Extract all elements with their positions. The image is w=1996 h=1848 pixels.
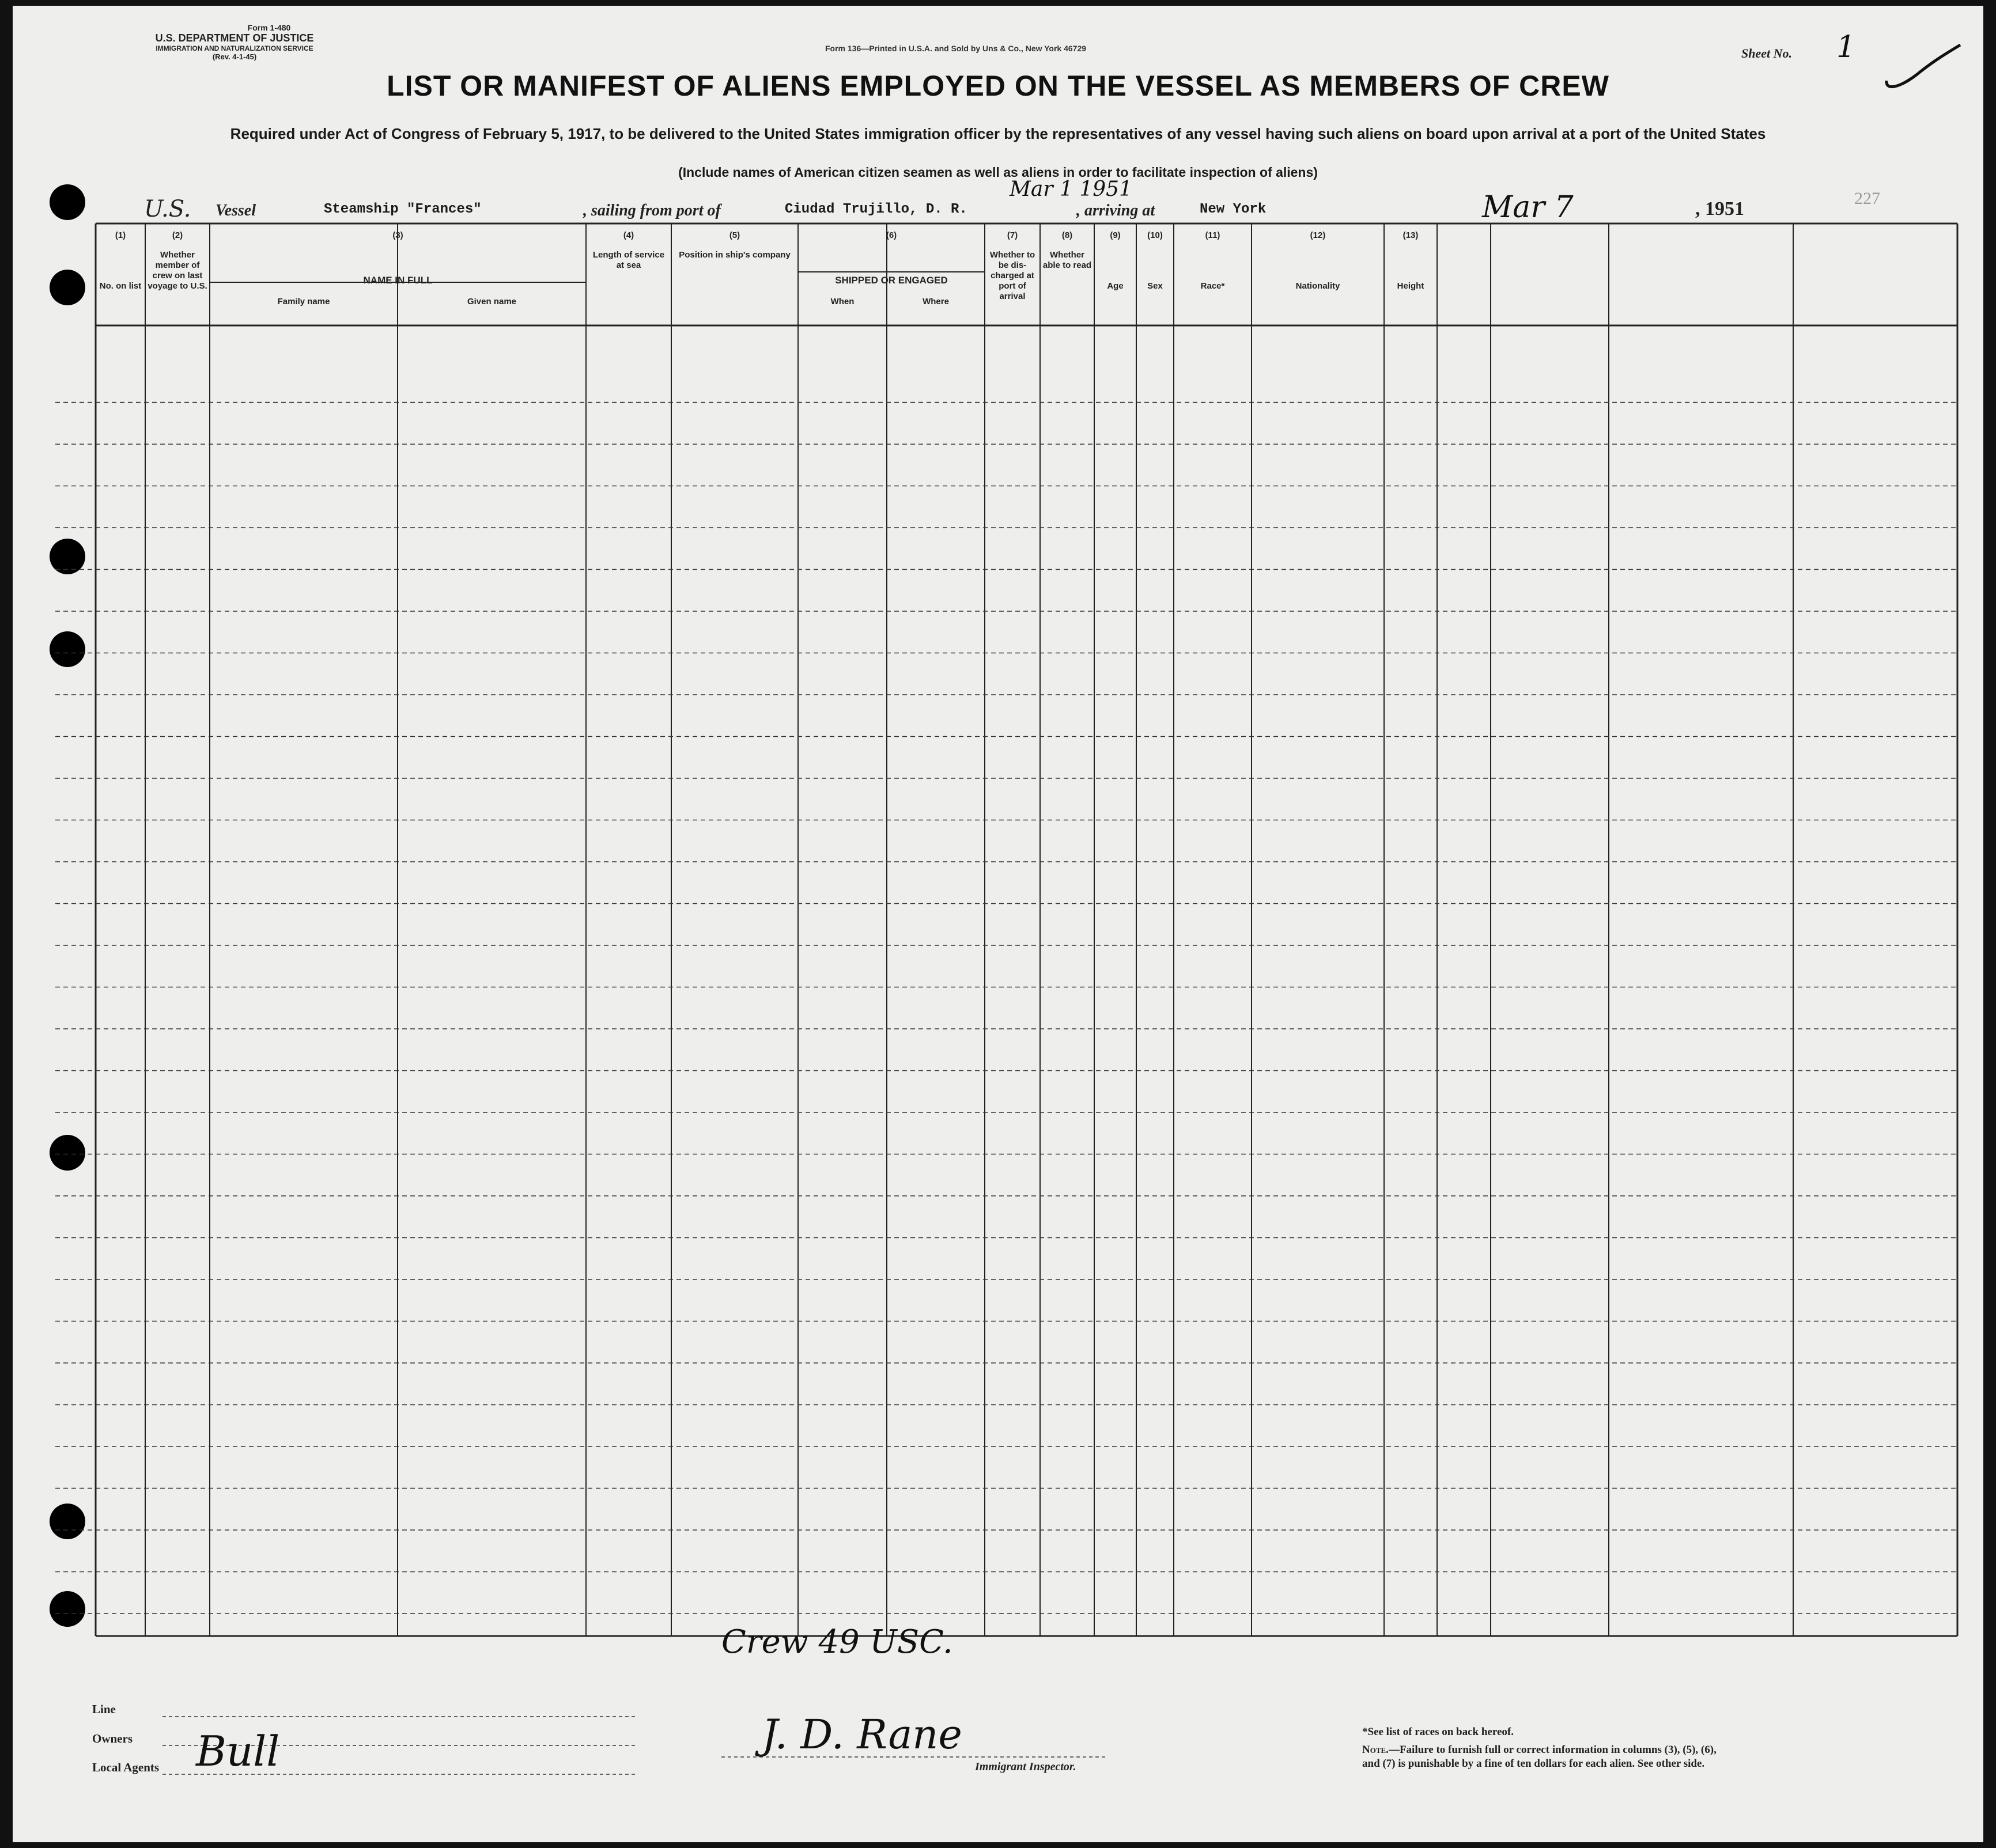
column-number: (9)	[1110, 230, 1121, 240]
printer-note: Form 136—Printed in U.S.A. and Sold by Uns & Co., New York 46729	[825, 44, 1087, 53]
department: U.S. DEPARTMENT OF JUSTICE	[155, 32, 314, 44]
column-header: No. on list	[99, 281, 142, 291]
arrival-date: Mar 7	[1482, 190, 1574, 225]
penalty-note: —Failure to furnish full or correct information in columns (3), (5), (6), and (7) is punishable by a fine of ten dollars for each alien. See other side.	[1362, 1744, 1717, 1770]
column-header: Position in ship's company	[679, 250, 791, 260]
column-subheader: Where	[923, 297, 949, 306]
sailing-label: , sailing from port of	[583, 202, 721, 219]
departure-date-handwritten: Mar 1 1951	[1010, 177, 1132, 201]
crew-note: Crew 49 USC.	[721, 1623, 953, 1661]
arriving-label: , arriving at	[1076, 202, 1155, 219]
column-number: (11)	[1205, 230, 1220, 240]
column-subheader: Given name	[467, 297, 517, 306]
column-header: Height	[1397, 281, 1424, 291]
stamp-number: 227	[1854, 189, 1880, 208]
vessel-prefix: U.S.	[144, 196, 191, 222]
arrival-year: , 1951	[1695, 198, 1744, 219]
column-header: Whether member of crew on last voyage to U.S.	[148, 250, 207, 291]
subtitle: Required under Act of Congress of February 5, 1917, to be delivered to the United States immigration officer by the representatives of any vessel having such aliens on board upon arrival at a port of the United States	[230, 125, 1766, 142]
column-header: Nationality	[1295, 281, 1340, 291]
agent-signature: Bull	[196, 1727, 280, 1775]
column-header: Race*	[1200, 281, 1225, 291]
column-subheader: When	[830, 297, 855, 306]
sheet-label: Sheet No.	[1741, 46, 1792, 60]
vessel-label: Vessel	[216, 202, 256, 219]
column-header: Whether able to read	[1042, 250, 1092, 270]
column-subheader: Family name	[277, 297, 330, 306]
column-number: (13)	[1403, 230, 1419, 240]
page-title: LIST OR MANIFEST OF ALIENS EMPLOYED ON THE VESSEL AS MEMBERS OF CREW	[387, 70, 1609, 102]
column-number: (3)	[392, 230, 403, 240]
vessel-name: Steamship "Frances"	[324, 202, 482, 217]
departure-port: Ciudad Trujillo, D. R.	[785, 202, 967, 217]
column-number: (12)	[1310, 230, 1326, 240]
penalty-note-prefix: Note.	[1362, 1744, 1389, 1756]
column-header: Sex	[1147, 281, 1163, 291]
sheet-number: 1	[1836, 30, 1856, 65]
column-header: Age	[1107, 281, 1124, 291]
inspector-signature: J. D. Rane	[762, 1711, 962, 1758]
column-number: (5)	[729, 230, 740, 240]
service: IMMIGRATION AND NATURALIZATION SERVICE	[156, 44, 313, 52]
subtitle-note: (Include names of American citizen seamen as well as aliens in order to facilitate inspection of aliens)	[678, 165, 1318, 180]
column-number: (4)	[623, 230, 634, 240]
column-number: (10)	[1147, 230, 1163, 240]
column-number: (6)	[886, 230, 897, 240]
column-header: SHIPPED OR ENGAGED	[835, 275, 948, 286]
column-number: (2)	[172, 230, 183, 240]
column-number: (1)	[115, 230, 126, 240]
local-agents-label: Local Agents	[92, 1760, 160, 1774]
manifest-sheet	[13, 6, 1983, 1842]
column-number: (7)	[1007, 230, 1018, 240]
owners-label: Owners	[92, 1732, 133, 1745]
arrival-port: New York	[1200, 202, 1267, 217]
form-number: Form 1-480	[247, 23, 291, 32]
column-header: Whether to be dis-charged at port of arrival	[989, 250, 1035, 301]
line-label: Line	[92, 1702, 116, 1716]
column-header: NAME IN FULL	[363, 275, 433, 286]
race-note: *See list of races on back hereof.	[1362, 1726, 1514, 1738]
column-header: Length of service at sea	[592, 250, 665, 270]
revision: (Rev. 4-1-45)	[212, 52, 257, 61]
column-number: (8)	[1061, 230, 1073, 240]
inspector-label: Immigrant Inspector.	[975, 1760, 1076, 1773]
